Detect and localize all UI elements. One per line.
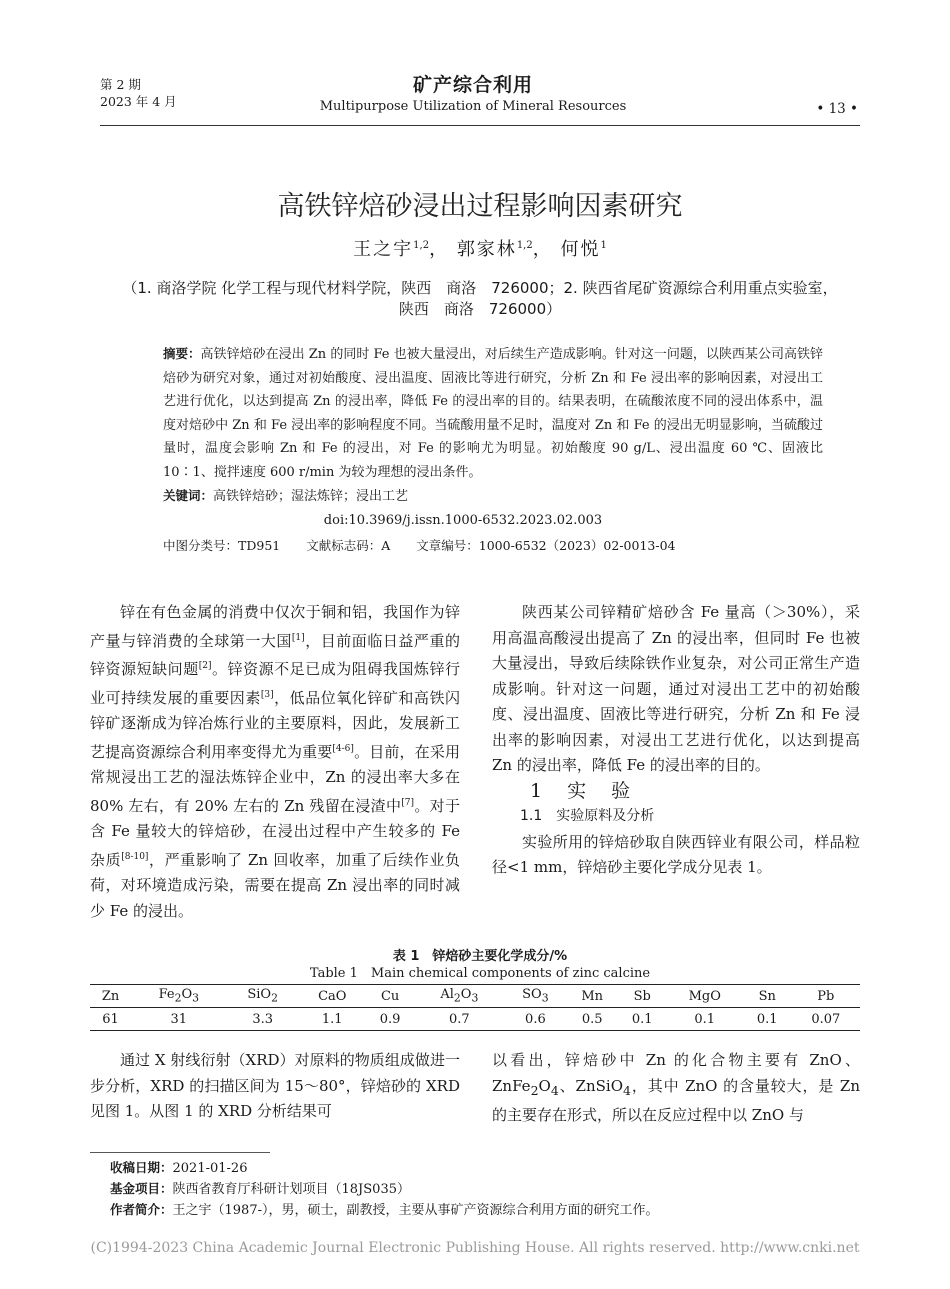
- text-run: 锌在有色金属的消费中仅次于铜和铝，我国作为锌产量与锌消费的全球第一大国: [90, 603, 460, 650]
- citation: [4-6]: [332, 743, 354, 754]
- footnote-rule: [90, 1152, 270, 1153]
- author-affil-mark: 1,2: [516, 240, 533, 251]
- received-date: [110, 1158, 659, 1179]
- table-header-cell: Cu: [366, 985, 415, 1008]
- clc-label: 中图分类号：: [163, 538, 239, 553]
- text-run: 。目前，在采用常规浸出工艺的湿法炼锌企业中，Zn 的浸出率大多在 80% 左右，有 20% 左右的 Zn 残留在浸渣中: [90, 742, 460, 815]
- body-left-column-2: [90, 1048, 460, 1125]
- table-caption-en: Table 1 Main chemical components of zinc calcine: [309, 966, 651, 981]
- text-run: 。锌资源不足已成为阻碍我国炼锌行业可持续发展的重要因素: [90, 660, 460, 707]
- table-cell: 0.9: [366, 1008, 415, 1031]
- author-affil-mark: 1: [600, 240, 607, 251]
- text-run: ，严重影响了 Zn 回收率，加重了后续作业负荷，对环境造成污染，需要在提高 Zn 浸出率的同时减少 Fe 的浸出。: [90, 850, 460, 920]
- keywords-text: 高铁锌焙砂；湿法炼锌；浸出工艺: [213, 489, 409, 504]
- author-bio: [110, 1200, 659, 1221]
- table-cell: 0.5: [567, 1008, 618, 1031]
- body-right-column-2: [492, 1048, 860, 1129]
- classification-info: [163, 537, 698, 555]
- table-cell: 0.1: [743, 1008, 792, 1031]
- text-run: ，低品位氧化锌矿和高铁闪锌矿逐渐成为锌冶炼行业的主要原料，因此，发展新工艺提高资源综合利用率变得尤为重要: [90, 688, 460, 761]
- author-name: 郭家林: [456, 239, 517, 260]
- body-left-column: [90, 600, 460, 924]
- issue-date: 2023 年 4 月: [100, 94, 177, 109]
- table-header-cell: $Al_2O_3$: [415, 985, 505, 1008]
- citation: [8-10]: [121, 851, 149, 862]
- table-cell: 3.3: [227, 1008, 299, 1031]
- table-header-cell: Pb: [792, 985, 860, 1008]
- journal-name-cn: 矿产综合利用: [412, 74, 533, 96]
- table-header-cell: Mn: [567, 985, 618, 1008]
- table-cell: 0.07: [792, 1008, 860, 1031]
- abstract-label: 摘要：: [163, 346, 201, 361]
- footnote-label: 作者简介：: [110, 1202, 173, 1217]
- background-paragraph: 陕西某公司锌精矿焙砂含 Fe 量高（＞30%），采用高温高酸浸出提高了 Zn 的浸出率，但同时 Fe 也被大量浸出，导致后续除铁作业复杂，对公司正常生产造成影响。针对这一问题，通过对浸出工艺中的初始酸度、浸出温度、固液比等进行研究，分析 Zn 和 Fe 浸出率的影响因素，对浸出工艺进行优化，以达到提高 Zn 的浸出率，降低 Fe 的浸出率的目的。: [492, 603, 860, 774]
- subscript: 4: [623, 1082, 631, 1098]
- intro-paragraph: [90, 600, 460, 924]
- affiliations: （1. 商洛学院 化学工程与现代材料学院，陕西 商洛 726000；2. 陕西省尾矿资源综合利用重点实验室，陕西 商洛 726000）: [122, 279, 838, 318]
- doi: doi:10.3969/j.issn.1000-6532.2023.02.003: [323, 513, 603, 528]
- footnote-value: 王之宇（1987-），男，硕士，副教授，主要从事矿产资源综合利用方面的研究工作。: [172, 1203, 659, 1218]
- keywords-label: 关键词：: [163, 488, 214, 503]
- table-header-cell: SiO$_2$: [227, 985, 299, 1008]
- subsection-heading: 1.1 实验原料及分析: [520, 808, 655, 824]
- materials-paragraph: 实验所用的锌焙砂取自陕西锌业有限公司，样品粒径<1 mm，锌焙砂主要化学成分见表 1。: [492, 832, 860, 876]
- table-cell: 61: [90, 1008, 131, 1031]
- table-header-row: [90, 985, 860, 1008]
- chemical-composition-table: [90, 984, 860, 1031]
- citation: [3]: [260, 689, 274, 700]
- table-row: [90, 1008, 860, 1031]
- text-run: ，其中 ZnO 的含量较大，是 Zn 的主要存在形式，所以在反应过程中以 ZnO 与: [492, 1076, 860, 1124]
- table-caption: [100, 948, 860, 982]
- author-affil-mark: 1,2: [413, 240, 430, 251]
- issue-number: 第 2 期: [100, 77, 141, 92]
- table-header-cell: $Fe_2O_3$: [131, 985, 226, 1008]
- header-rule: [100, 125, 860, 126]
- table-header-cell: $SO_3$: [504, 985, 566, 1008]
- footnote-label: 收稿日期：: [110, 1160, 173, 1175]
- xrd-paragraph-cont: [492, 1048, 860, 1129]
- paper-title: 高铁锌焙砂浸出过程影响因素研究: [277, 191, 683, 222]
- table-header-cell: MgO: [667, 985, 743, 1008]
- table-cell: 0.1: [667, 1008, 743, 1031]
- text-run: O: [538, 1076, 551, 1095]
- citation: [2]: [198, 661, 212, 671]
- abstract-text: 高铁锌焙砂在浸出 Zn 的同时 Fe 也被大量浸出，对后续生产造成影响。针对这一问题，以陕西某公司高铁锌焙砂为研究对象，通过对初始酸度、浸出温度、固液比等进行研究，分析 Zn 和 Fe 浸出率的影响因素，对浸出工艺进行优化，以达到提高 Zn 的浸出率，降低 Fe 的浸出率的目的。结果表明，在硫酸浓度不同的浸出体系中，温度对焙砂中 Zn 和 Fe 浸出率的影响程度不同。当硫酸用量不足时，温度对 Zn 和 Fe 的浸出无明显影响，当硫酸过量时，温度会影响 Zn 和 Fe 的浸出，对 Fe 的影响尤为明显。初始酸度 90 g/L、浸出温度 60 ℃、固液比 10∶1、搅拌速度 600 r/min 为较为理想的浸出条件。: [163, 347, 823, 480]
- page-number: • 13 •: [816, 101, 858, 117]
- text-run: 。对于含 Fe 量较大的锌焙砂，在浸出过程中产生较多的 Fe 杂质: [90, 796, 460, 869]
- text-run: 以看出，锌焙砂中 Zn 的化合物主要有 ZnO、ZnFe: [492, 1051, 860, 1095]
- footnote-value: 陕西省教育厅科研计划项目（18JS035）: [172, 1182, 410, 1197]
- text-run: 、ZnSiO: [558, 1076, 623, 1095]
- body-right-column: [492, 600, 860, 881]
- footnote-value: 2021-01-26: [172, 1161, 248, 1176]
- doc-code-label: 文献标志码：: [306, 538, 382, 553]
- subscript: 4: [550, 1082, 559, 1098]
- table-cell: 31: [131, 1008, 226, 1031]
- article-number-label: 文章编号：: [416, 538, 479, 553]
- table-header-cell: CaO: [299, 985, 366, 1008]
- section-heading: 1 实 验: [530, 779, 634, 802]
- table-header-cell: Sn: [743, 985, 792, 1008]
- article-number-value: 1000-6532（2023）02-0013-04: [478, 538, 676, 553]
- table-header-cell: Sb: [618, 985, 667, 1008]
- footnote-label: 基金项目：: [110, 1181, 173, 1196]
- xrd-paragraph: 通过 X 射线衍射（XRD）对原料的物质组成做进一步分析，XRD 的扫描区间为 15～80°，锌焙砂的 XRD 见图 1。从图 1 的 XRD 分析结果可: [90, 1051, 460, 1120]
- table-cell: 0.1: [618, 1008, 667, 1031]
- table-cell: 0.7: [415, 1008, 505, 1031]
- keywords: [163, 487, 408, 506]
- subscript: 2: [530, 1082, 539, 1098]
- citation: [1]: [291, 632, 305, 643]
- table-header-cell: Zn: [90, 985, 131, 1008]
- table-cell: 0.6: [504, 1008, 566, 1031]
- author-name: 王之宇: [353, 239, 414, 260]
- issue-info: [100, 76, 177, 110]
- fund-project: [110, 1179, 659, 1200]
- journal-name-en: Multipurpose Utilization of Mineral Resources: [319, 99, 627, 114]
- table-caption-cn: 表 1 锌焙砂主要化学成分/%: [392, 949, 568, 964]
- citation: [7]: [401, 797, 415, 808]
- footnotes: [110, 1158, 659, 1221]
- copyright-watermark: (C)1994-2023 China Academic Journal Electronic Publishing House. All rights reserved. http://www.cnki.net: [90, 1240, 860, 1256]
- doc-code-value: A: [381, 538, 391, 553]
- text-run: ，目前面临日益严重的锌资源短缺问题: [90, 631, 460, 678]
- clc-value: TD951: [238, 538, 281, 553]
- table-cell: 1.1: [299, 1008, 366, 1031]
- abstract: [163, 342, 823, 484]
- journal-header: [300, 72, 646, 116]
- author-list: 王之宇$^{1,2}$， 郭家林$^{1,2}$， 何悦$^1$: [353, 239, 607, 260]
- author-name: 何悦: [560, 239, 601, 260]
